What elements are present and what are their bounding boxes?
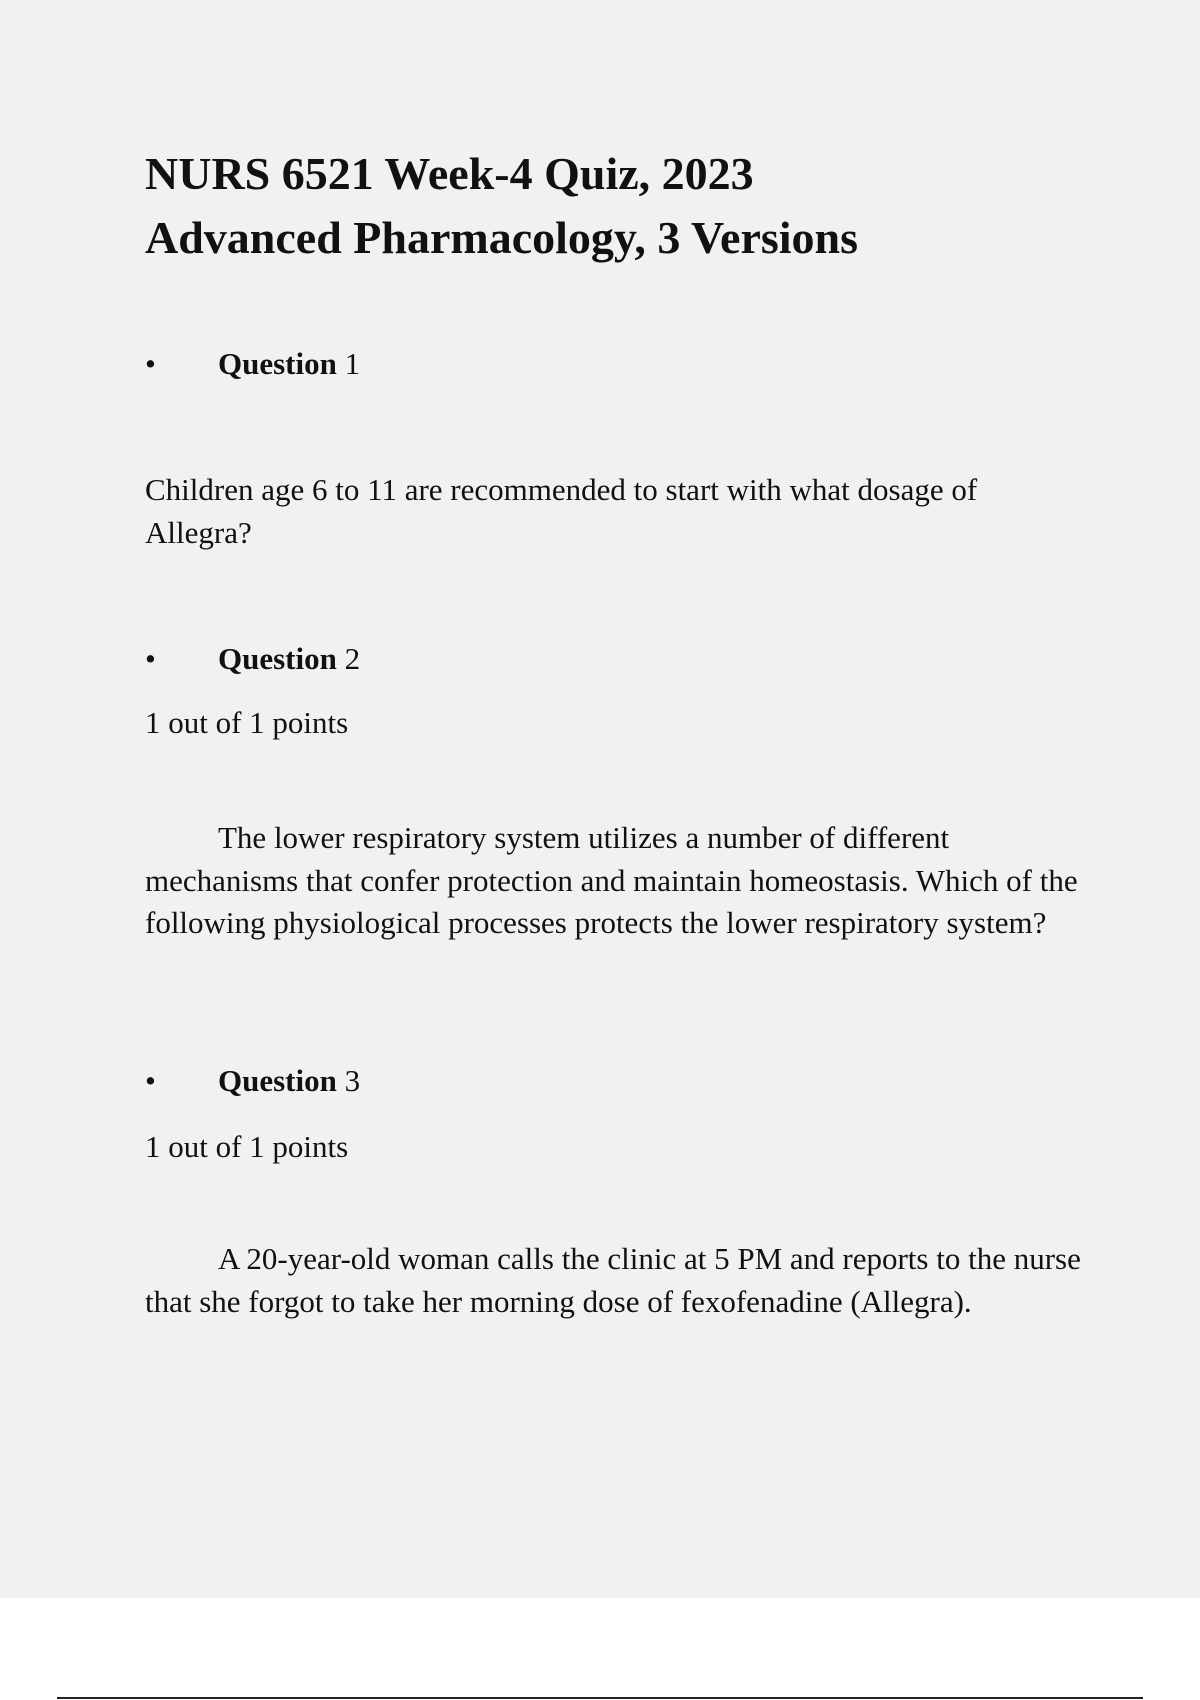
question-2-points: 1 out of 1 points (145, 705, 349, 740)
question-label: Question (218, 1063, 337, 1098)
question-number: 3 (344, 1063, 361, 1098)
bullet: • (145, 1063, 156, 1098)
question-number: 2 (344, 641, 361, 676)
question-1-heading (145, 344, 360, 384)
question-3-points: 1 out of 1 points (145, 1129, 349, 1164)
question-1-text: Children age 6 to 11 are recommended to start with what dosage of Allegra? (145, 472, 978, 550)
page-divider (57, 1697, 1143, 1699)
title-line-1: NURS 6521 Week-4 Quiz, 2023 (145, 148, 754, 199)
title-line-2: Advanced Pharmacology, 3 Versions (145, 212, 859, 263)
question-2-text: The lower respiratory system utilizes a number of different mechanisms that confer protection and maintain homeostasis. Which of the following physiological processes protects the lower respiratory system? (145, 820, 1078, 940)
question-3-heading (145, 1061, 360, 1101)
page-title (145, 142, 858, 270)
question-label: Question (218, 641, 337, 676)
question-2-heading (145, 639, 360, 679)
bullet: • (145, 641, 156, 676)
question-3-text: A 20-year-old woman calls the clinic at 5 PM and reports to the nurse that she forgot to take her morning dose of fexofenadine (Allegra). (145, 1241, 1081, 1319)
bullet: • (145, 346, 156, 381)
question-label: Question (218, 346, 337, 381)
question-number: 1 (344, 346, 361, 381)
